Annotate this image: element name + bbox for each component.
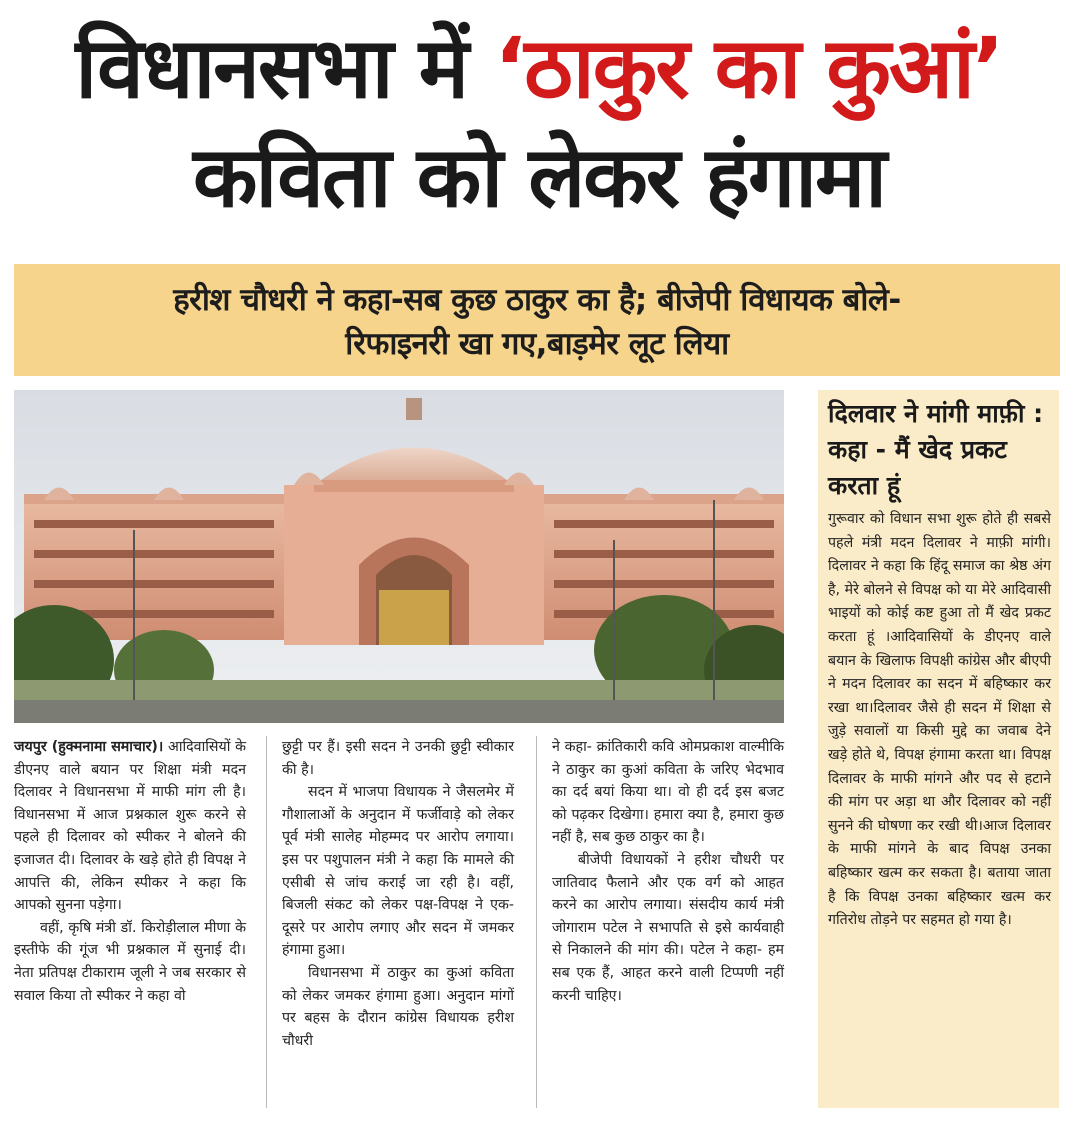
article-paragraph: छुट्टी पर हैं। इसी सदन ने उनकी छुट्टी स्वीकार की है। (282, 739, 514, 778)
column-divider (266, 736, 267, 1108)
headline (10, 18, 1068, 232)
article-paragraph: आदिवासियों के डीएनए वाले बयान पर शिक्षा मंत्री मदन दिलावर ने विधानसभा में माफी मांग ली है। विधानसभा में आज प्रश्नकाल शुरू करने से पहले ही दिलावर को स्पीकर ने बोलने की इजाजत दी। दिलावर के खड़े होते ही विपक्ष ने आपत्ति की, लेकिन स्पीकर ने कहा कि आपको सुनना पड़ेगा। (14, 739, 246, 914)
article-paragraph: बीजेपी विधायकों ने हरीश चौधरी पर जातिवाद फैलाने और एक वर्ग को आहत करने का आरोप लगाया। संसदीय कार्य मंत्री जोगाराम पटेल ने सभापति से इसे कार्यवाही से निकालने की मांग की। पटेल ने कहा- हम सब एक हैं, आहत करने वाली टिप्पणी नहीं करनी चाहिए। (552, 851, 784, 1004)
sidebar-title: दिलवार ने मांगी माफ़ी : कहा - मैं खेद प्रकट करता हूं (828, 399, 1044, 500)
article-paragraph: वहीं, कृषि मंत्री डॉ. किरोड़ीलाल मीणा के इस्तीफे की गूंज भी प्रश्नकाल में सुनाई दी। नेता प्रतिपक्ष टीकाराम जूली ने जब सरकार से सवाल किया तो स्पीकर ने कहा वो (14, 919, 246, 1004)
article-column-2 (282, 736, 514, 1052)
article-paragraph: ने कहा- क्रांतिकारी कवि ओमप्रकाश वाल्मीकि ने ठाकुर का कुआं कविता के जरिए भेदभाव का दर्द बयां किया था। वो ही दर्द इस बजट को पढ़कर दिखेगा। हमारा क्या है, हमारा कुछ नहीं है, सब कुछ ठाकुर का है। (552, 739, 784, 846)
article-paragraph: विधानसभा में ठाकुर का कुआं कविता को लेकर जमकर हंगामा हुआ। अनुदान मांगों पर बहस के दौरान कांग्रेस विधायक हरीश चौधरी (282, 964, 514, 1049)
dateline: जयपुर (हुक्मनामा समाचार)। (14, 739, 164, 755)
headline-line-2: कविता को लेकर हंगामा (192, 128, 886, 226)
headline-black-text: विधानसभा में (75, 19, 467, 117)
assembly-building-photo (14, 390, 784, 723)
article-column-3 (552, 736, 784, 1007)
article-column-1 (14, 736, 246, 1007)
subheadline-band (14, 264, 1060, 376)
column-divider (536, 736, 537, 1108)
article-paragraph: सदन में भाजपा विधायक ने जैसलमेर में गौशालाओं के अनुदान में फर्जीवाड़े को लेकर पूर्व मंत्री सालेह मोहम्मद पर आरोप लगाया। इस पर पशुपालन मंत्री ने कहा कि मामले की एसीबी से जांच कराई जा रही है। वहीं, बिजली संकट को लेकर पक्ष-विपक्ष ने एक-दूसरे पर आरोप लगाए और सदन में जमकर हंगामा हुआ। (282, 784, 514, 959)
subheadline-line-2: रिफाइनरी खा गए,बाड़मेर लूट लिया (345, 326, 729, 362)
subheadline-line-1: हरीश चौधरी ने कहा-सब कुछ ठाकुर का है; बीजेपी विधायक बोले- (173, 282, 901, 318)
sidebar-body: गुरूवार को विधान सभा शुरू होते ही सबसे पहले मंत्री मदन दिलावर ने माफ़ी मांगी। दिलावर ने कहा कि हिंदू समाज का श्रेष्ठ अंग है, मेरे बोलने से विपक्ष को या मेरे आदिवासी भाइयों को कोई कष्ट हुआ तो मैं खेद प्रकट करता हूं ।आदिवासियों के डीएनए वाले बयान के खिलाफ विपक्षी कांग्रेस और बीएपी ने मदन दिलावर का सदन में बहिष्कार कर रखा था।दिलावर जैसे ही सदन में शिक्षा से जुड़े सवालों या किसी मुद्दे का जवाब देने खड़े होते थे, विपक्ष हंगामा करता था। विपक्ष दिलावर के माफी मांगने और पद से हटाने की मांग पर अड़ा था और दिलावर को नहीं सुनने की घोषणा कर रखी थी।आज दिलावर के माफी मांगने के बाद विपक्ष उनका बहिष्कार खत्म कर सकता है। बताया जाता है कि विपक्ष उनका बहिष्कार खत्म कर गतिरोध तोड़ने पर सहमत हो गया है। (828, 511, 1051, 929)
sidebar-box (818, 390, 1059, 1108)
headline-red-text: ‘ठाकुर का कुआं’ (494, 19, 1003, 117)
headline-line-1 (10, 18, 1068, 118)
